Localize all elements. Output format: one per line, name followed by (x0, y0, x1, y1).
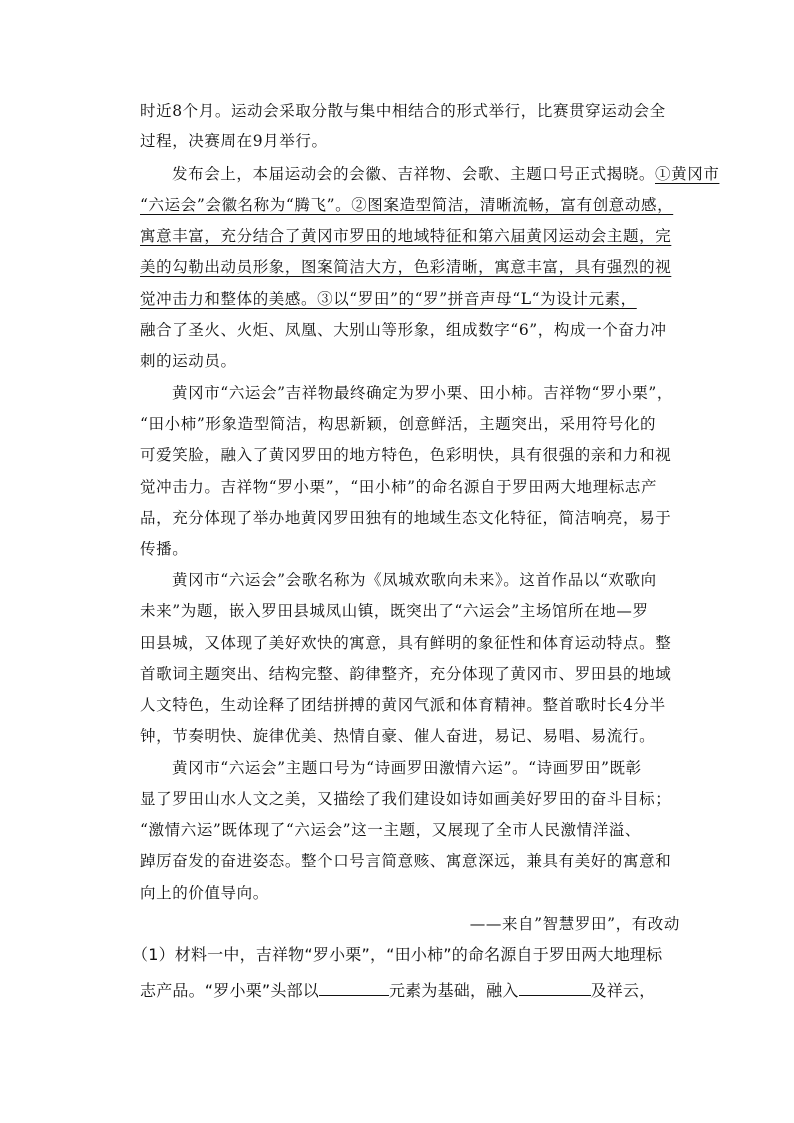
paragraph-1-line-2: 过程，决赛周在9月举行。 (140, 132, 328, 150)
underlined-line-5: 觉冲击力和整体的美感。③以“罗田”的“罗”拼音声母“L“为设计元素， (140, 290, 637, 308)
question-1-text-c: 及祥云， (590, 981, 656, 1000)
paragraph-3-line-3: 可爱笑脸，融入了黄冈罗田的地方特色，色彩明快，具有很强的亲和力和视 (140, 446, 672, 464)
source-attribution: ——来自”智慧罗田”，有改动 (469, 915, 680, 933)
paragraph-2-line-1 (172, 164, 720, 184)
paragraph-4-line-3: 田县城，又体现了美好欢快的寓意，具有鲜明的象征性和体育运动特点。整 (140, 634, 672, 652)
underlined-sentence-1-start: ①黄冈市 (655, 165, 720, 183)
paragraph-4-line-2: 未来”为题，嵌入罗田县城凤山镇，既突出了“六运会”主场馆所在地—罗 (140, 602, 649, 620)
question-1-line-2 (140, 979, 680, 1001)
paragraph-3-line-5: 品，充分体现了举办地黄冈罗田独有的地域生态文化特征，简洁响亮，易于 (140, 509, 672, 527)
paragraph-4-line-6: 钟，节奏明快、旋律优美、热情自豪、催人奋进，易记、易唱、易流行。 (140, 727, 656, 745)
paragraph-1-line-1: 时近8个月。运动会采取分散与集中相结合的形式举行，比赛贯穿运动会全 (140, 102, 666, 120)
paragraph-5-line-3: “激情六运”既体现了“六运会”这一主题，又展现了全市人民激情洋溢、 (140, 821, 641, 839)
paragraph-2-line-1-text: 发布会上，本届运动会的会徽、吉祥物、会歌、主题口号正式揭晓。 (172, 165, 656, 183)
underlined-line-4: 美的勾勒出动员形象，图案简洁大方，色彩清晰，寓意丰富，具有强烈的视 (140, 258, 672, 276)
paragraph-3-line-4: 觉冲击力。吉祥物“罗小栗”，“田小柿”的命名源自于罗田两大地理标志产 (140, 478, 658, 496)
paragraph-4-line-5: 人文特色，生动诠释了团结拼搏的黄冈气派和体育精神。整首歌时长4分半 (140, 696, 666, 714)
underlined-line-2: “六运会”会徽名称为“腾飞”。②图案造型简洁，清晰流畅，富有创意动感， (140, 196, 674, 214)
paragraph-3-line-2: “田小柿”形象造型简洁，构思新颖，创意鲜活，主题突出，采用符号化的 (140, 415, 657, 433)
question-1-text-a: 志产品。“罗小栗”头部以 (140, 981, 319, 1000)
question-1-line-1: （1）材料一中，吉祥物“罗小栗”，“田小柿”的命名源自于罗田两大地理标 (132, 945, 663, 964)
answer-blank-2[interactable] (519, 979, 591, 996)
answer-blank-1[interactable] (319, 979, 389, 996)
paragraph-4-line-4: 首歌词主题突出、结构完整、韵律整齐，充分体现了黄冈市、罗田县的地域 (140, 665, 672, 683)
paragraph-3-line-1: 黄冈市“六运会”吉祥物最终确定为罗小栗、田小柿。吉祥物“罗小栗”， (172, 384, 673, 402)
paragraph-5-line-5: 向上的价值导向。 (140, 884, 269, 902)
paragraph-5-line-4: 踔厉奋发的奋进姿态。整个口号言简意赅、寓意深远，兼具有美好的寓意和 (140, 852, 672, 870)
underlined-line-3: 寓意丰富，充分结合了黄冈市罗田的地域特征和第六届黄冈运动会主题，完 (140, 227, 672, 245)
paragraph-3-line-6: 传播。 (140, 540, 189, 558)
paragraph-2-line-7: 刺的运动员。 (140, 352, 237, 370)
paragraph-5-line-2: 显了罗田山水人文之美，又描绘了我们建设如诗如画美好罗田的奋斗目标； (140, 790, 672, 808)
paragraph-4-line-1: 黄冈市“六运会”会歌名称为《凤城欢歌向未来》。这首作品以“欢歌向 (172, 571, 657, 589)
paragraph-5-line-1: 黄冈市“六运会”主题口号为“诗画罗田激情六运”。“诗画罗田”既彰 (172, 759, 642, 777)
paragraph-2-line-6: 融合了圣火、火炬、凤凰、大别山等形象，组成数字“6”，构成一个奋力冲 (140, 321, 667, 339)
question-1-text-b: 元素为基础，融入 (388, 981, 519, 1000)
